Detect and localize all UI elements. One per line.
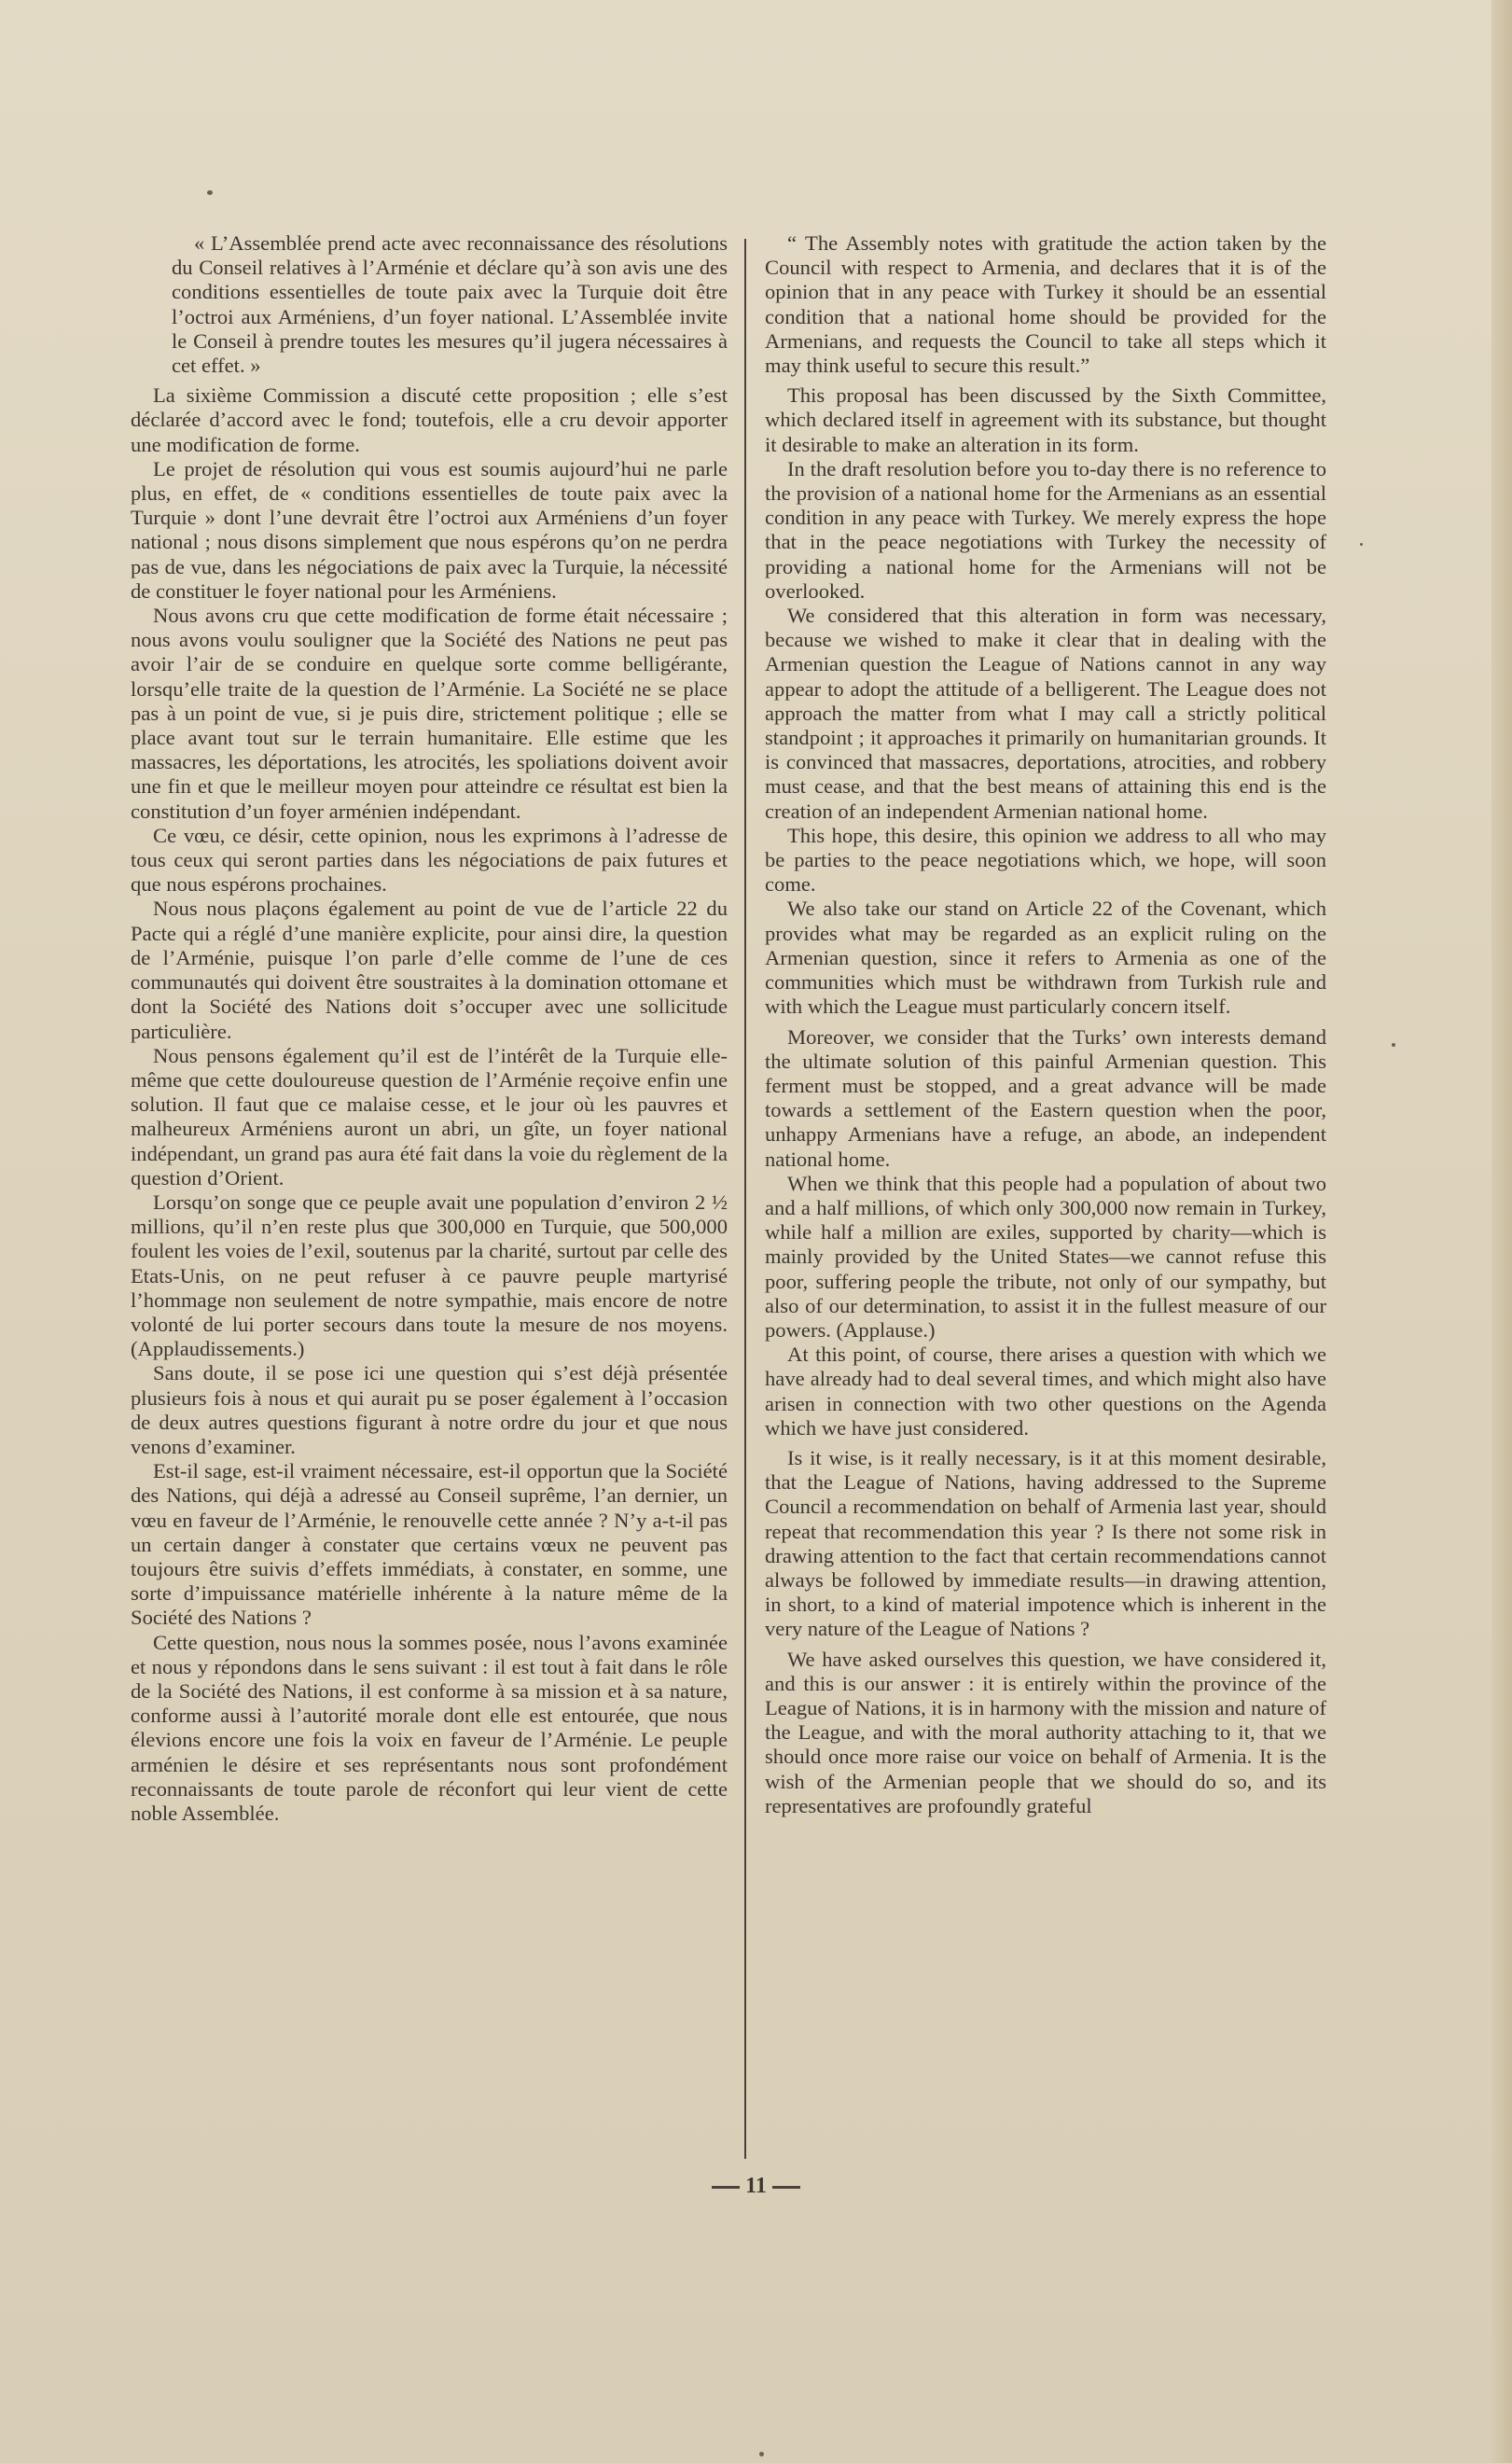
paragraph: Lorsqu’on songe que ce peuple avait une population d’environ 2 ½ millions, qu’il n’en reste plus que 300,000 en Turquie, que 500,000 foulent les voies de l’exil, soutenus par la charité, surtout par celle des Etats-Unis, on ne peut refuser à ce pauvre peuple martyrisé l’hommage non seulement de notre sympathie, mais encore de notre volonté de lui porter secours dans toute la mesure de nos moyens. (Applaudissements.): [131, 1190, 728, 1361]
paragraph: We have asked ourselves this question, we have considered it, and this is our answer : it is entirely within the province of the League of Nations, it is in harmony with the mission and nature of the League, and with the moral authority attaching to it, that we should once more raise our voice on behalf of Armenia. It is the wish of the Armenian people that we should do so, and its representatives are profoundly grateful: [765, 1647, 1326, 1817]
paper-speck: [207, 190, 213, 195]
paragraph: Sans doute, il se pose ici une question qui s’est déjà présentée plusieurs fois à nous et qui aurait pu se poser également à l’occasion de deux autres questions figurant à notre ordre du jour et que nous venons d’examiner.: [131, 1361, 728, 1458]
footer-dash: [772, 2186, 800, 2189]
paragraph: Nous pensons également qu’il est de l’intérêt de la Turquie elle-même que cette douloureuse question de l’Arménie reçoive enfin une solution. Il faut que ce malaise cesse, et le jour où les pauvres et malheureux Arméniens auront un abri, un gîte, un foyer national indépendant, un grand pas aura été fait dans la voie du règlement de la question d’Orient.: [131, 1043, 728, 1190]
paragraph: When we think that this people had a population of about two and a half millions, of which only 300,000 now remain in Turkey, while half a million are exiles, supported by charity—which is mainly provided by the United States—we cannot refuse this poor, suffering people the tribute, not only of our sympathy, but also of our determination, to assist it in the fullest measure of our powers. (Applause.): [765, 1171, 1326, 1342]
page-number: 11: [745, 2174, 767, 2198]
paragraph: This proposal has been discussed by the Sixth Committee, which declared itself in agreement with its substance, but thought it desirable to make an alteration in its form.: [765, 383, 1326, 456]
footer-dash: [712, 2186, 740, 2189]
paragraph: La sixième Commission a discuté cette proposition ; elle s’est déclarée d’accord avec le fond; toutefois, elle a cru devoir apporter une modification de forme.: [131, 383, 728, 456]
paragraph: We considered that this alteration in form was necessary, because we wished to make it clear that in dealing with the Armenian question the League of Nations cannot in any way appear to adopt the attitude of a belligerent. The League does not approach the matter from what I may call a strictly political standpoint ; it approaches it primarily on humanitarian grounds. It is convinced that massacres, deportations, atrocities, and robbery must cease, and that the best means of attaining this end is the creation of an independent Armenian national home.: [765, 604, 1326, 823]
english-column: [765, 231, 1326, 1818]
paragraph: Nous nous plaçons également au point de vue de l’article 22 du Pacte qui a réglé d’une manière explicite, pour ainsi dire, la question de l’Arménie, puisque l’on parle d’elle comme de l’une de ces communautés qui doivent être soustraites à la domination ottomane et dont la Société des Nations doit s’occuper avec une sollicitude particulière.: [131, 897, 728, 1043]
paper-speck: [1360, 543, 1363, 546]
column-divider: [744, 239, 746, 2159]
paragraph: At this point, of course, there arises a question with which we have already had to deal several times, and which might also have arisen in connection with two other questions on the Agenda which we have just considered.: [765, 1343, 1326, 1440]
paragraph: « L’Assemblée prend acte avec reconnaissance des résolutions du Conseil relatives à l’Arménie et déclare qu’à son avis une des conditions essentielles de toute paix avec la Turquie doit être l’octroi aux Arméniens, d’un foyer national. L’Assemblée invite le Conseil à prendre toutes les mesures qu’il jugera nécessaires à cet effet. »: [172, 231, 728, 378]
paragraph: Moreover, we consider that the Turks’ own interests demand the ultimate solution of this painful Armenian question. This ferment must be stopped, and a great advance will be made towards a settlement of the Eastern question when the poor, unhappy Armenians have a refuge, an abode, an independent national home.: [765, 1024, 1326, 1171]
paragraph: We also take our stand on Article 22 of the Covenant, which provides what may be regarded as an explicit ruling on the Armenian question, since it refers to Armenia as one of the communities which must be withdrawn from Turkish rule and with which the League must particularly concern itself.: [765, 897, 1326, 1019]
paragraph: This hope, this desire, this opinion we address to all who may be parties to the peace negotiations which, we hope, will soon come.: [765, 823, 1326, 897]
page-edge: [1491, 0, 1512, 2463]
paragraph: Nous avons cru que cette modification de forme était nécessaire ; nous avons voulu souligner que la Société des Nations ne peut pas avoir l’air de se conduire en quelque sorte comme belligérante, lorsqu’elle traite de la question de l’Arménie. La Société ne se place pas à un point de vue, si je puis dire, strictement politique ; elle se place avant tout sur le terrain humanitaire. Elle estime que les massacres, les déportations, les atrocités, les spoliations doivent avoir une fin et que le meilleur moyen pour atteindre ce résultat est bien la constitution d’un foyer arménien indépendant.: [131, 604, 728, 823]
paragraph: Le projet de résolution qui vous est soumis aujourd’hui ne parle plus, en effet, de « conditions essentielles de toute paix avec la Turquie » dont l’une devrait être l’octroi aux Arméniens d’un foyer national ; nous disons simplement que nous espérons qu’on ne perdra pas de vue, dans les négociations de paix avec la Turquie, la nécessité de constituer le foyer national pour les Arméniens.: [131, 456, 728, 603]
paragraph: Ce vœu, ce désir, cette opinion, nous les exprimons à l’adresse de tous ceux qui seront parties dans les négociations de paix futures et que nous espérons prochaines.: [131, 823, 728, 897]
paper-speck: [759, 2452, 764, 2456]
paper-speck: [1392, 1043, 1395, 1047]
paragraph: In the draft resolution before you to-day there is no reference to the provision of a national home for the Armenians as an essential condition in any peace with Turkey. We merely express the hope that in the peace negotiations with Turkey the necessity of providing a national home for the Armenians will not be overlooked.: [765, 456, 1326, 603]
paragraph: Cette question, nous nous la sommes posée, nous l’avons examinée et nous y répondons dans le sens suivant : il est tout à fait dans le rôle de la Société des Nations, il est conforme à sa mission et à sa nature, conforme aussi à l’autorité morale dont elle est entourée, que nous élevions encore une fois la voix en faveur de l’Arménie. Le peuple arménien le désire et ses représentants nous sont profondément reconnaissants de toute parole de réconfort qui leur vient de cette noble Assemblée.: [131, 1630, 728, 1825]
paragraph: Is it wise, is it really necessary, is it at this moment desirable, that the League of Nations, having addressed to the Supreme Council a recommendation on behalf of Armenia last year, should repeat that recommendation this year ? Is there not some risk in drawing attention to the fact that certain recommendations cannot always be followed by immediate results—in drawing attention, in short, to a kind of material impotence which is inherent in the very nature of the League of Nations ?: [765, 1445, 1326, 1641]
page-footer: [0, 2174, 1512, 2199]
paragraph: “ The Assembly notes with gratitude the action taken by the Council with respect to Armenia, and declares that it is of the opinion that in any peace with Turkey it should be an essential condition that a national home should be provided for the Armenians, and requests the Council to take all steps which it may think useful to secure this result.”: [765, 231, 1326, 378]
french-column: [131, 231, 728, 1826]
paragraph: Est-il sage, est-il vraiment nécessaire, est-il opportun que la Société des Nations, qui déjà a adressé au Conseil suprême, l’an dernier, un vœu en faveur de l’Arménie, le renouvelle cette année ? N’y a-t-il pas un certain danger à constater que certains vœux ne peuvent pas toujours être suivis d’effets immédiats, à constater, en somme, une sorte d’impuissance matérielle inhérente à la nature même de la Société des Nations ?: [131, 1459, 728, 1630]
